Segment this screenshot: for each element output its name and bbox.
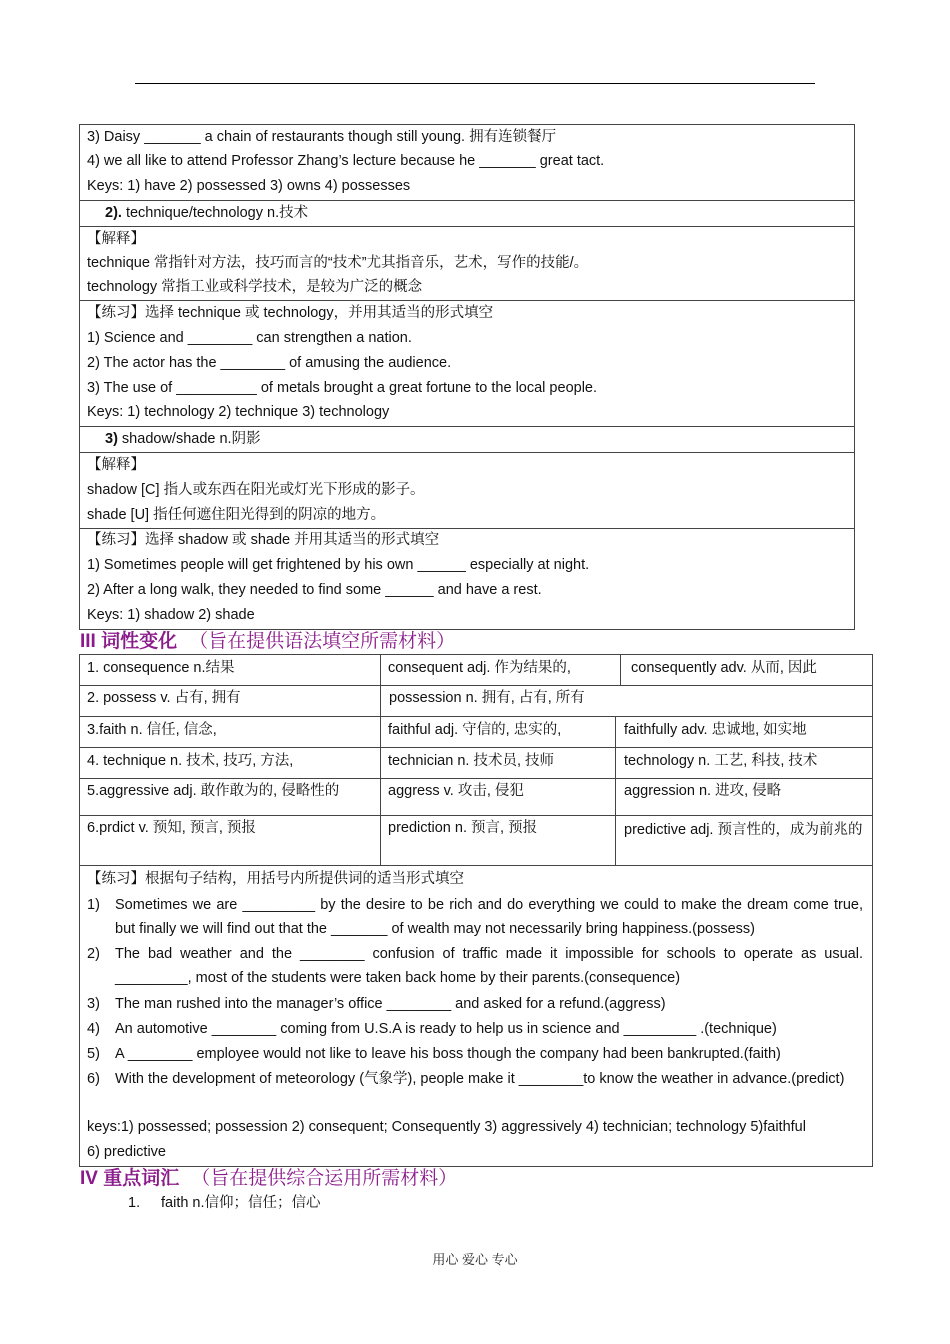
exercise-title: 【练习】选择 shadow 或 shade 并用其适当的形式填空 (87, 532, 440, 548)
table-cell: 3.faith n. 信任, 信念, (87, 722, 217, 738)
keys-line: keys:1) possessed; possession 2) consequent; Consequently 3) aggressively 4) technician; technology 5)faithful (87, 1119, 806, 1135)
table-cell: 2. possess v. 占有, 拥有 (87, 690, 241, 706)
row-divider (79, 685, 873, 686)
table-cell: technology n. 工艺, 科技, 技术 (624, 753, 818, 769)
explain-line: shadow [C] 指人或东西在阳光或灯光下形成的影子。 (87, 482, 425, 498)
practice-item: With the development of meteorology (气象学), people make it ________to know the weather in advance.(predict) (115, 1071, 845, 1087)
exercise-title: 【练习】选择 technique 或 technology，并用其适当的形式填空 (87, 305, 494, 321)
row-divider (79, 452, 855, 453)
explain-line: shade [U] 指任何遮住阳光得到的阴凉的地方。 (87, 507, 386, 523)
practice-item: The bad weather and the ________ confusion of traffic made it impossible for schools to operate as usual. _________, most of the students were taken back home by their parents.(consequence) (115, 946, 863, 986)
table-cell: predictive adj. 预言性的，成为前兆的 (624, 822, 863, 838)
table-cell: aggression n. 进攻, 侵略 (624, 783, 782, 799)
practice-item: Sometimes we are _________ by the desire to be rich and do everything we could to make the dream come true, but finally we will find out that the _______ of wealth may not necessarily bring happiness.(possess) (115, 897, 863, 937)
col-divider (380, 654, 381, 865)
explain-line: technology 常指工业或科学技术，是较为广泛的概念 (87, 279, 423, 295)
table-cell: 5.aggressive adj. 敢作敢为的, 侵略性的 (87, 783, 340, 799)
table-cell: prediction n. 预言, 预报 (388, 820, 538, 836)
exercise-line: 1) Sometimes people will get frightened by his own ______ especially at night. (87, 557, 590, 573)
keys-line: Keys: 1) shadow 2) shade (87, 607, 255, 623)
item-number: 1) (87, 897, 100, 913)
table-cell: 4. technique n. 技术, 技巧, 方法, (87, 753, 294, 769)
row-divider (79, 865, 873, 866)
row-divider (79, 778, 873, 779)
table-cell: aggress v. 攻击, 侵犯 (388, 783, 524, 799)
item-number: 6) (87, 1071, 100, 1087)
explain-line: technique 常指针对方法，技巧而言的“技术”尤其指音乐，艺术，写作的技能/。 (87, 255, 589, 271)
word-heading-shadow: 3) shadow/shade n.阴影 (105, 431, 261, 447)
explain-title: 【解释】 (87, 457, 145, 473)
table-cell: faithful adj. 守信的, 忠实的, (388, 722, 562, 738)
col-divider (615, 716, 616, 865)
practice-item: The man rushed into the manager’s office ________ and asked for a refund.(aggress) (115, 996, 666, 1012)
page-footer: 用心 爱心 专心 (432, 1252, 518, 1267)
vocab-item: faith n.信仰；信任；信心 (161, 1195, 321, 1211)
header-rule (135, 83, 815, 84)
item-number: 3) (87, 996, 100, 1012)
table-cell: consequently adv. 从而, 因此 (631, 660, 817, 676)
section-heading-key-vocab: IV 重点词汇 （旨在提供综合运用所需材料） (80, 1168, 458, 1189)
explain-title: 【解释】 (87, 231, 145, 247)
exercise-line: 3) Daisy _______ a chain of restaurants though still young. 拥有连锁餐厅 (87, 129, 557, 145)
exercise-line: 3) The use of __________ of metals brought a great fortune to the local people. (87, 380, 598, 396)
section-heading-word-forms: III 词性变化 （旨在提供语法填空所需材料） (80, 631, 456, 652)
practice-title: 【练习】根据句子结构，用括号内所提供词的适当形式填空 (87, 871, 464, 887)
row-divider (79, 200, 855, 201)
exercise-line: 4) we all like to attend Professor Zhang’s lecture because he _______ great tact. (87, 153, 605, 169)
row-divider (79, 300, 855, 301)
vocab-number: 1. (128, 1195, 141, 1211)
col-divider (620, 654, 621, 686)
row-divider (79, 716, 873, 717)
practice-item: A ________ employee would not like to leave his boss though the company had been bankrupted.(faith) (115, 1046, 781, 1062)
table-cell: faithfully adv. 忠诚地, 如实地 (624, 722, 807, 738)
keys-line: Keys: 1) have 2) possessed 3) owns 4) possesses (87, 178, 411, 194)
table-cell: 6.prdict v. 预知, 预言, 预报 (87, 820, 256, 836)
word-heading-technique: 2). technique/technology n.技术 (105, 205, 309, 221)
item-number: 5) (87, 1046, 100, 1062)
exercise-line: 2) After a long walk, they needed to find some ______ and have a rest. (87, 582, 542, 598)
item-number: 4) (87, 1021, 100, 1037)
table-cell: possession n. 拥有, 占有, 所有 (389, 690, 585, 706)
row-divider (79, 815, 873, 816)
keys-line: Keys: 1) technology 2) technique 3) technology (87, 404, 390, 420)
row-divider (79, 528, 855, 529)
exercise-line: 1) Science and ________ can strengthen a nation. (87, 330, 412, 346)
keys-line: 6) predictive (87, 1144, 166, 1160)
exercise-line: 2) The actor has the ________ of amusing the audience. (87, 355, 452, 371)
row-divider (79, 226, 855, 227)
table-cell: consequent adj. 作为结果的, (388, 660, 571, 676)
row-divider (79, 426, 855, 427)
table-cell: 1. consequence n.结果 (87, 660, 235, 676)
table-cell: technician n. 技术员, 技师 (388, 753, 554, 769)
practice-item: An automotive ________ coming from U.S.A is ready to help us in science and _________ .(technique) (115, 1021, 777, 1037)
item-number: 2) (87, 946, 100, 962)
row-divider (79, 747, 873, 748)
